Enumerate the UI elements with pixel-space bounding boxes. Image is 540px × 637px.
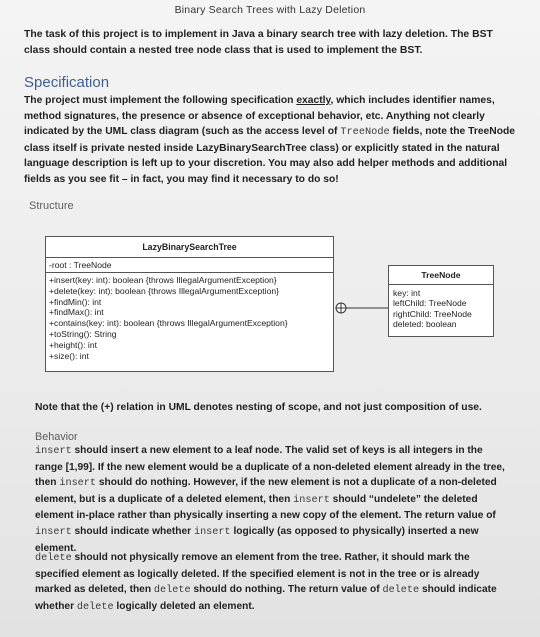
specification-heading: Specification (24, 74, 110, 91)
uml-class-treenode (388, 265, 494, 337)
uml-methods (46, 273, 333, 361)
uml-class-lazy-bst (45, 236, 334, 372)
spec-text-3: fields, note the TreeNode class itself is private nested inside LazyBinarySearchTree class) or explicitly stated in the natural language description is left up to your discretion. You may also add helper methods and additional fields as you see fit – in fact, you may find it necessary to do so! (24, 126, 516, 185)
structure-heading: Structure (29, 200, 74, 212)
insert-text-4: should indicate whether (71, 525, 194, 537)
delete-code: delete (382, 585, 420, 597)
delete-code: delete (35, 553, 72, 564)
treenode-code: TreeNode (340, 126, 390, 139)
insert-paragraph (35, 443, 513, 556)
uml-method: +findMax(): int (49, 307, 104, 318)
document-title: Binary Search Trees with Lazy Deletion (174, 4, 366, 16)
insert-code: insert (293, 494, 330, 506)
uml-note: Note that the (+) relation in UML denotes nesting of scope, and not just composition of use. (35, 402, 482, 413)
behavior-heading: Behavior (35, 431, 78, 443)
delete-text-1: should not physically remove an element from the tree. Rather, it should mark the specified element as logically deleted. If the specified element is not in the tree or is already marked as deleted, then (35, 552, 480, 596)
uml-class-name: LazyBinarySearchTree (46, 237, 333, 258)
insert-code: insert (193, 526, 231, 538)
uml-method: +findMin(): int (49, 296, 102, 307)
insert-text-2: should do nothing. However, if the new element is not a duplicate of a non-deleted element, but is a duplicate of a deleted element, then (35, 477, 497, 505)
delete-paragraph (35, 550, 513, 615)
uml-method: +toString(): String (49, 328, 117, 339)
nesting-connector (332, 302, 388, 314)
spec-text-2: , which includes identifier names, method signatures, the presence or absence of exceptional behavior, etc. Anything not clearly indicated by the UML class diagram (such as the access level of (24, 95, 495, 138)
delete-code: delete (153, 585, 191, 597)
insert-text-1: should insert a new element to a leaf node. The valid set of keys is all integers in the range [1,99]. If the new element would be a duplicate of a non-deleted element already in the tree, then (35, 445, 505, 489)
uml-method: +size(): int (49, 350, 89, 361)
insert-code: insert (35, 446, 72, 457)
uml-method: +delete(key: int): boolean {throws IllegalArgumentException} (49, 285, 280, 296)
uml-method: +insert(key: int): boolean {throws IllegalArgumentException} (49, 275, 277, 285)
uml-attribute-root: -root : TreeNode (46, 258, 333, 273)
uml-field: deleted: boolean (393, 319, 457, 330)
insert-text-3: should “undelete” the deleted element in-place rather than physically inserting a new copy of the element. The return value of (35, 493, 496, 522)
insert-code: insert (35, 526, 72, 538)
delete-text-3: should indicate whether (35, 584, 497, 612)
uml-node-fields (389, 285, 493, 330)
delete-text-2: should do nothing. The return value of (190, 584, 383, 596)
uml-node-class-name: TreeNode (389, 266, 493, 285)
uml-method: +height(): int (49, 339, 98, 350)
uml-field: key: int (393, 288, 421, 298)
delete-code: delete (76, 601, 114, 613)
uml-field: leftChild: TreeNode (393, 298, 467, 309)
specification-paragraph (24, 93, 518, 188)
spec-text-1: The project must implement the following specification (24, 95, 297, 106)
uml-field: rightChild: TreeNode (393, 308, 472, 319)
insert-text-5: logically (as opposed to physically) inserted a new element. (35, 525, 479, 554)
intro-paragraph: The task of this project is to implement in Java a binary search tree with lazy deletion. The BST class should contain a nested tree node class that is used to implement the BST. (24, 29, 493, 56)
insert-code: insert (59, 478, 97, 490)
uml-method: +contains(key: int): boolean {throws IllegalArgumentException} (49, 318, 288, 329)
exactly-link[interactable]: exactly (296, 95, 331, 106)
delete-text-4: logically deleted an element. (113, 600, 255, 612)
